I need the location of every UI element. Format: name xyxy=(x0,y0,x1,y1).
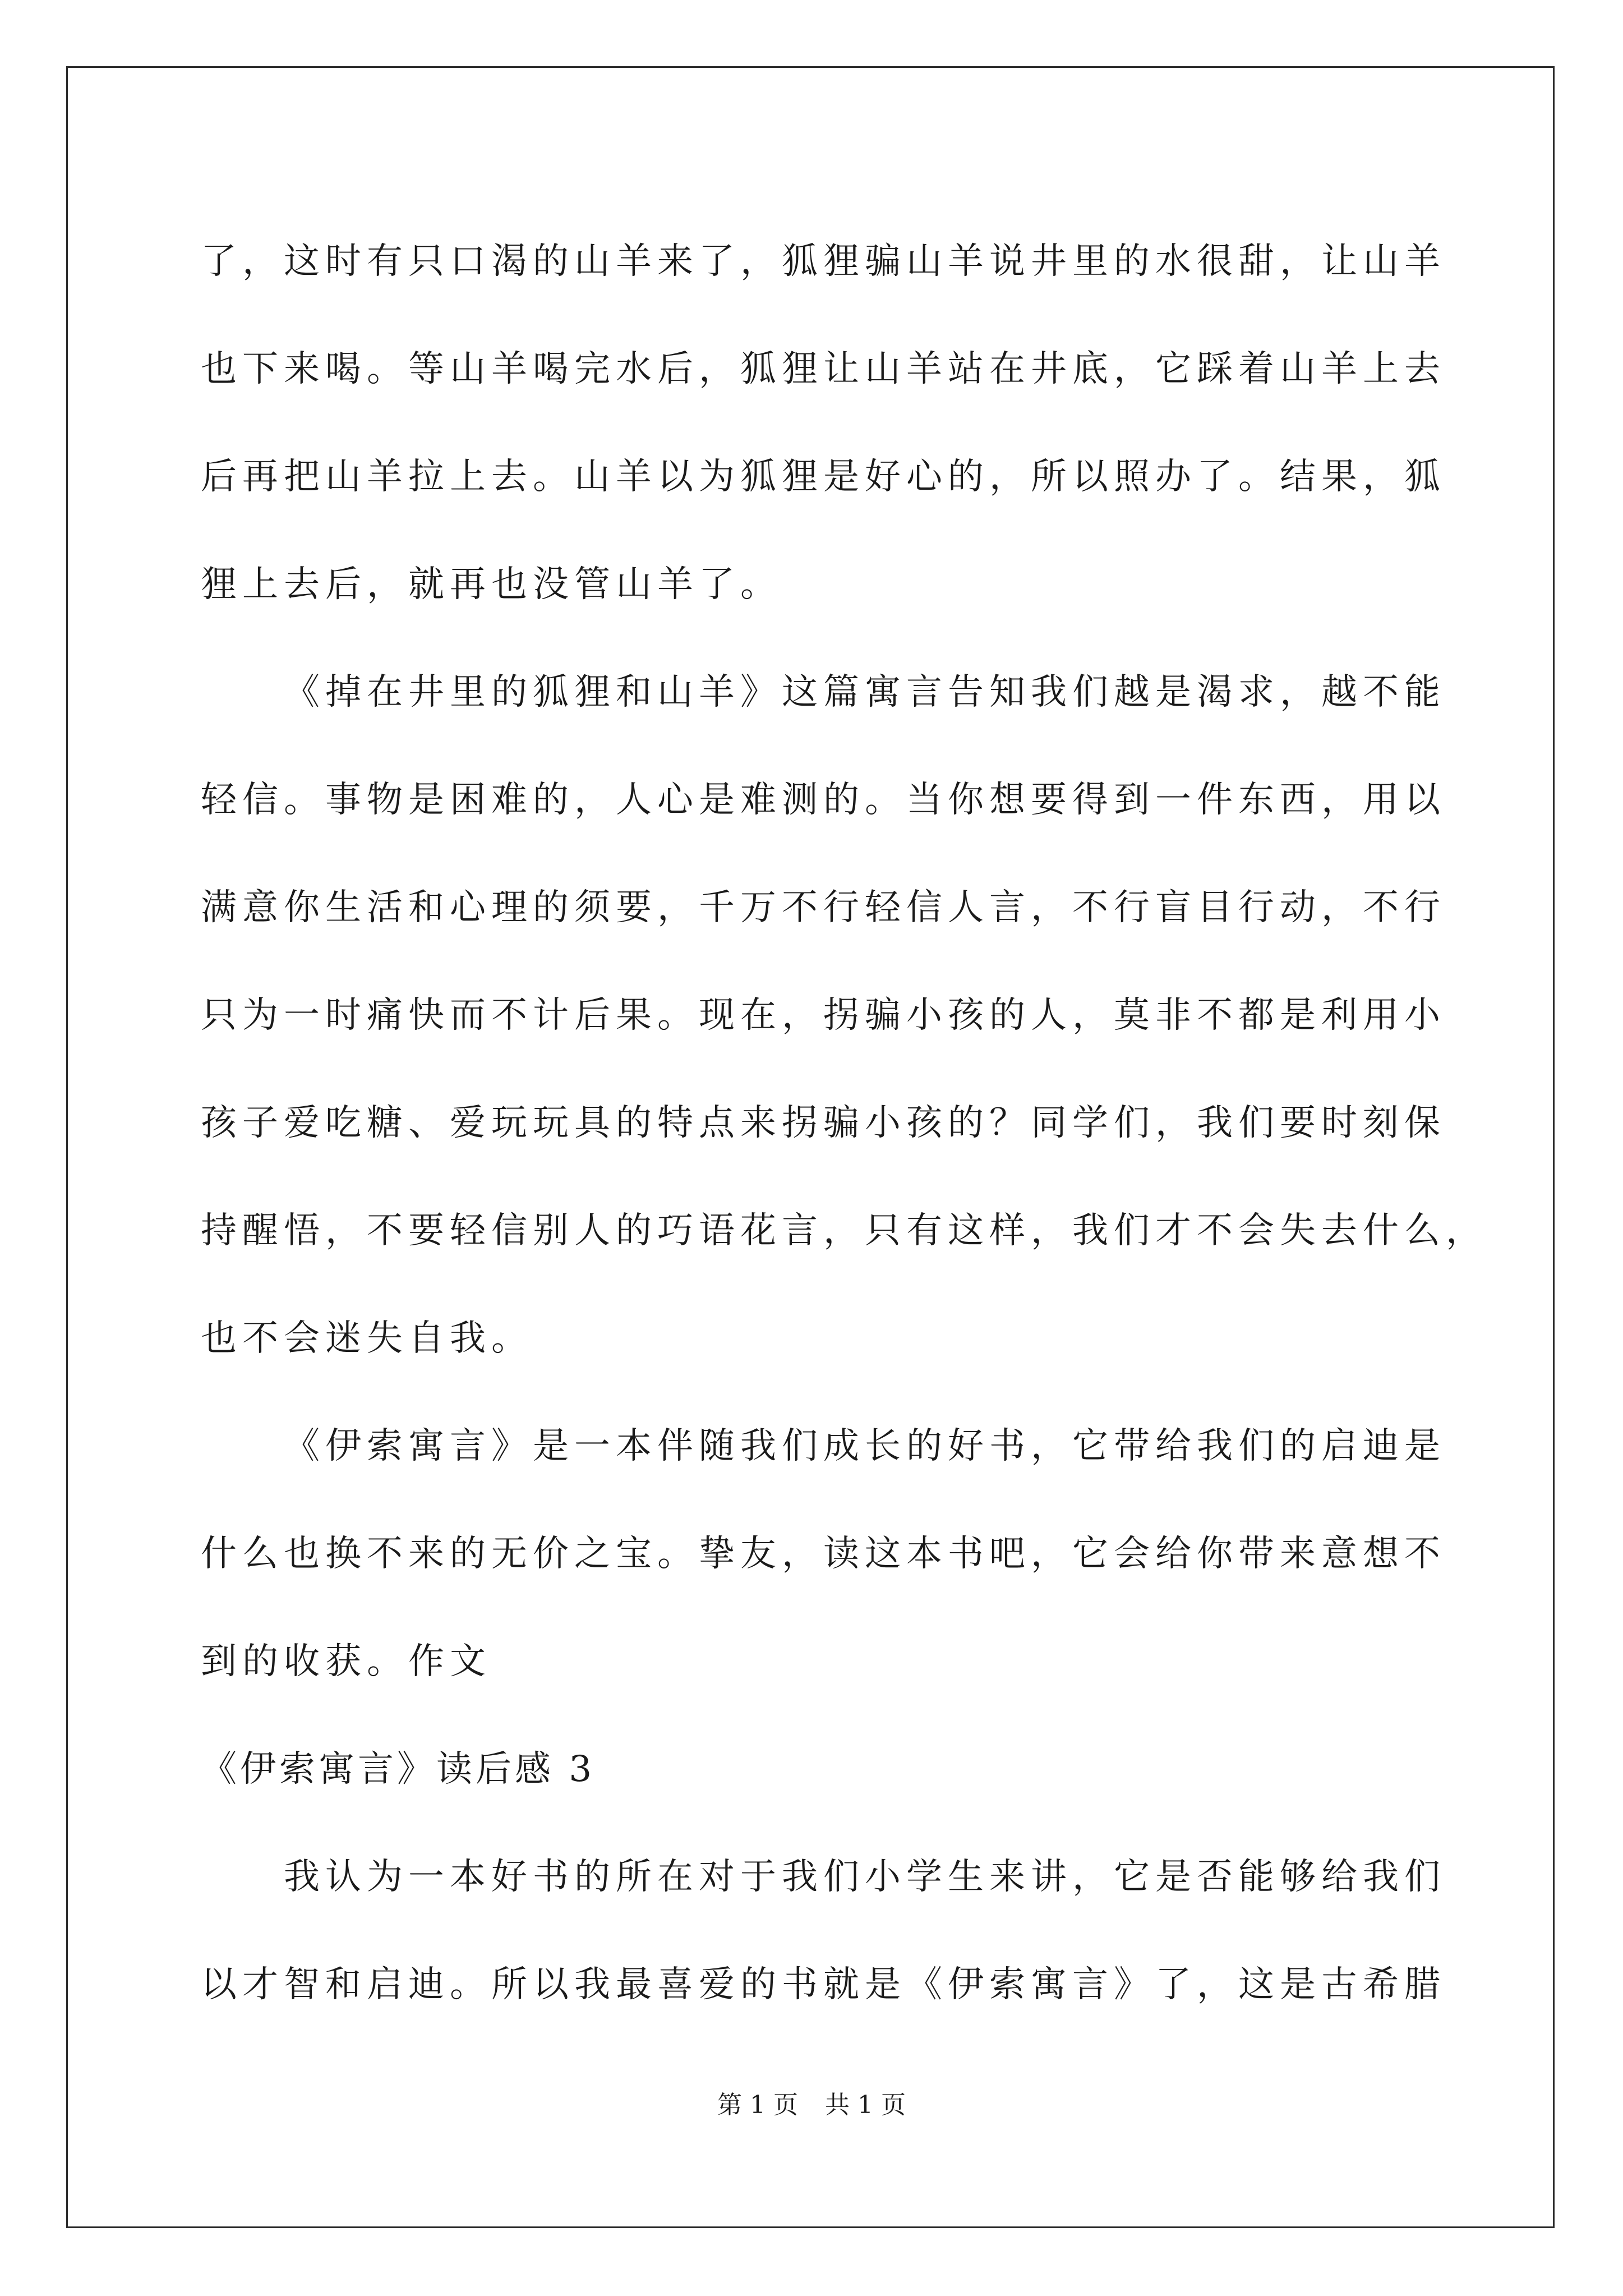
text-line: 只为一时痛快而不计后果。现在，拐骗小孩的人，莫非不都是利用小 xyxy=(201,995,1446,1036)
paragraph-start-line: 《伊索寓言》是一本伴随我们成长的好书，它带给我们的启迪是 xyxy=(284,1425,1446,1467)
text-line: 轻信。事物是困难的，人心是难测的。当你想要得到一件东西，用以 xyxy=(201,779,1446,821)
text-line: 满意你生活和心理的须要，千万不行轻信人言，不行盲目行动，不行 xyxy=(201,887,1446,928)
page-total: 共 1 页 xyxy=(825,2091,906,2119)
section-heading: 《伊索寓言》读后感 3 xyxy=(201,1749,596,1790)
text-line: 也下来喝。等山羊喝完水后，狐狸让山羊站在井底，它踩着山羊上去 xyxy=(201,348,1446,390)
text-line: 持醒悟，不要轻信别人的巧语花言，只有这样，我们才不会失去什么， xyxy=(201,1210,1487,1251)
paragraph-start-line: 《掉在井里的狐狸和山羊》这篇寓言告知我们越是渴求，越不能 xyxy=(284,671,1446,713)
text-line: 以才智和启迪。所以我最喜爱的书就是《伊索寓言》了，这是古希腊 xyxy=(201,1964,1446,2005)
page-footer xyxy=(0,2085,1623,2120)
document-body xyxy=(201,208,1487,2039)
page-number: 第 1 页 xyxy=(717,2091,798,2119)
text-line: 孩子爱吃糖、爱玩玩具的特点来拐骗小孩的？同学们，我们要时刻保 xyxy=(201,1102,1446,1144)
text-line: 也不会迷失自我。 xyxy=(201,1318,533,1359)
text-line: 狸上去后，就再也没管山羊了。 xyxy=(201,564,782,605)
text-line: 了，这时有只口渴的山羊来了，狐狸骗山羊说井里的水很甜，让山羊 xyxy=(201,241,1446,282)
paragraph-start-line: 我认为一本好书的所在对于我们小学生来讲，它是否能够给我们 xyxy=(284,1856,1446,1898)
text-line: 什么也换不来的无价之宝。挚友，读这本书吧，它会给你带来意想不 xyxy=(201,1533,1446,1575)
text-line: 后再把山羊拉上去。山羊以为狐狸是好心的，所以照办了。结果，狐 xyxy=(201,456,1446,498)
text-line: 到的收获。作文 xyxy=(201,1641,491,1682)
